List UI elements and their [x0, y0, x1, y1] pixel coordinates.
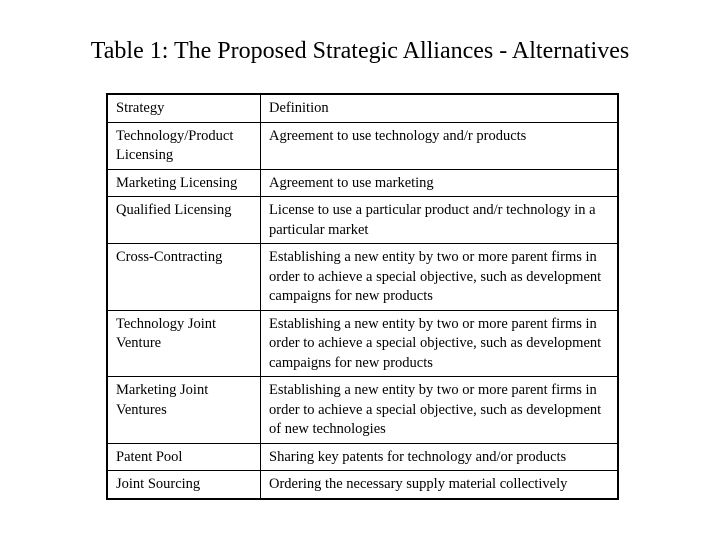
table-row: [107, 169, 618, 197]
table-row: [107, 122, 618, 169]
strategy-cell: Marketing Joint Ventures: [107, 377, 261, 444]
strategy-cell: Patent Pool: [107, 443, 261, 471]
strategy-table: [106, 93, 619, 500]
definition-cell: Ordering the necessary supply material collectively: [261, 471, 619, 499]
strategy-cell: Marketing Licensing: [107, 169, 261, 197]
header-definition: Definition: [261, 94, 619, 122]
strategy-cell: Joint Sourcing: [107, 471, 261, 499]
definition-cell: Agreement to use marketing: [261, 169, 619, 197]
strategy-cell: Technology/Product Licensing: [107, 122, 261, 169]
strategy-cell: Qualified Licensing: [107, 197, 261, 244]
definition-cell: License to use a particular product and/r technology in a particular market: [261, 197, 619, 244]
definition-cell: Establishing a new entity by two or more parent firms in order to achieve a special objective, such as development of new technologies: [261, 377, 619, 444]
table-row: [107, 471, 618, 499]
definition-cell: Agreement to use technology and/r products: [261, 122, 619, 169]
header-strategy: Strategy: [107, 94, 261, 122]
definition-cell: Establishing a new entity by two or more parent firms in order to achieve a special objective, such as development campaigns for new products: [261, 310, 619, 377]
definition-cell: Establishing a new entity by two or more parent firms in order to achieve a special objective, such as development campaigns for new products: [261, 244, 619, 311]
table-row: [107, 197, 618, 244]
page-title: Table 1: The Proposed Strategic Alliances - Alternatives: [90, 38, 630, 64]
table-row: [107, 377, 618, 444]
table-row: [107, 443, 618, 471]
strategy-cell: Cross-Contracting: [107, 244, 261, 311]
table-header-row: [107, 94, 618, 122]
definition-cell: Sharing key patents for technology and/or products: [261, 443, 619, 471]
table-row: [107, 244, 618, 311]
table-row: [107, 310, 618, 377]
strategy-cell: Technology Joint Venture: [107, 310, 261, 377]
